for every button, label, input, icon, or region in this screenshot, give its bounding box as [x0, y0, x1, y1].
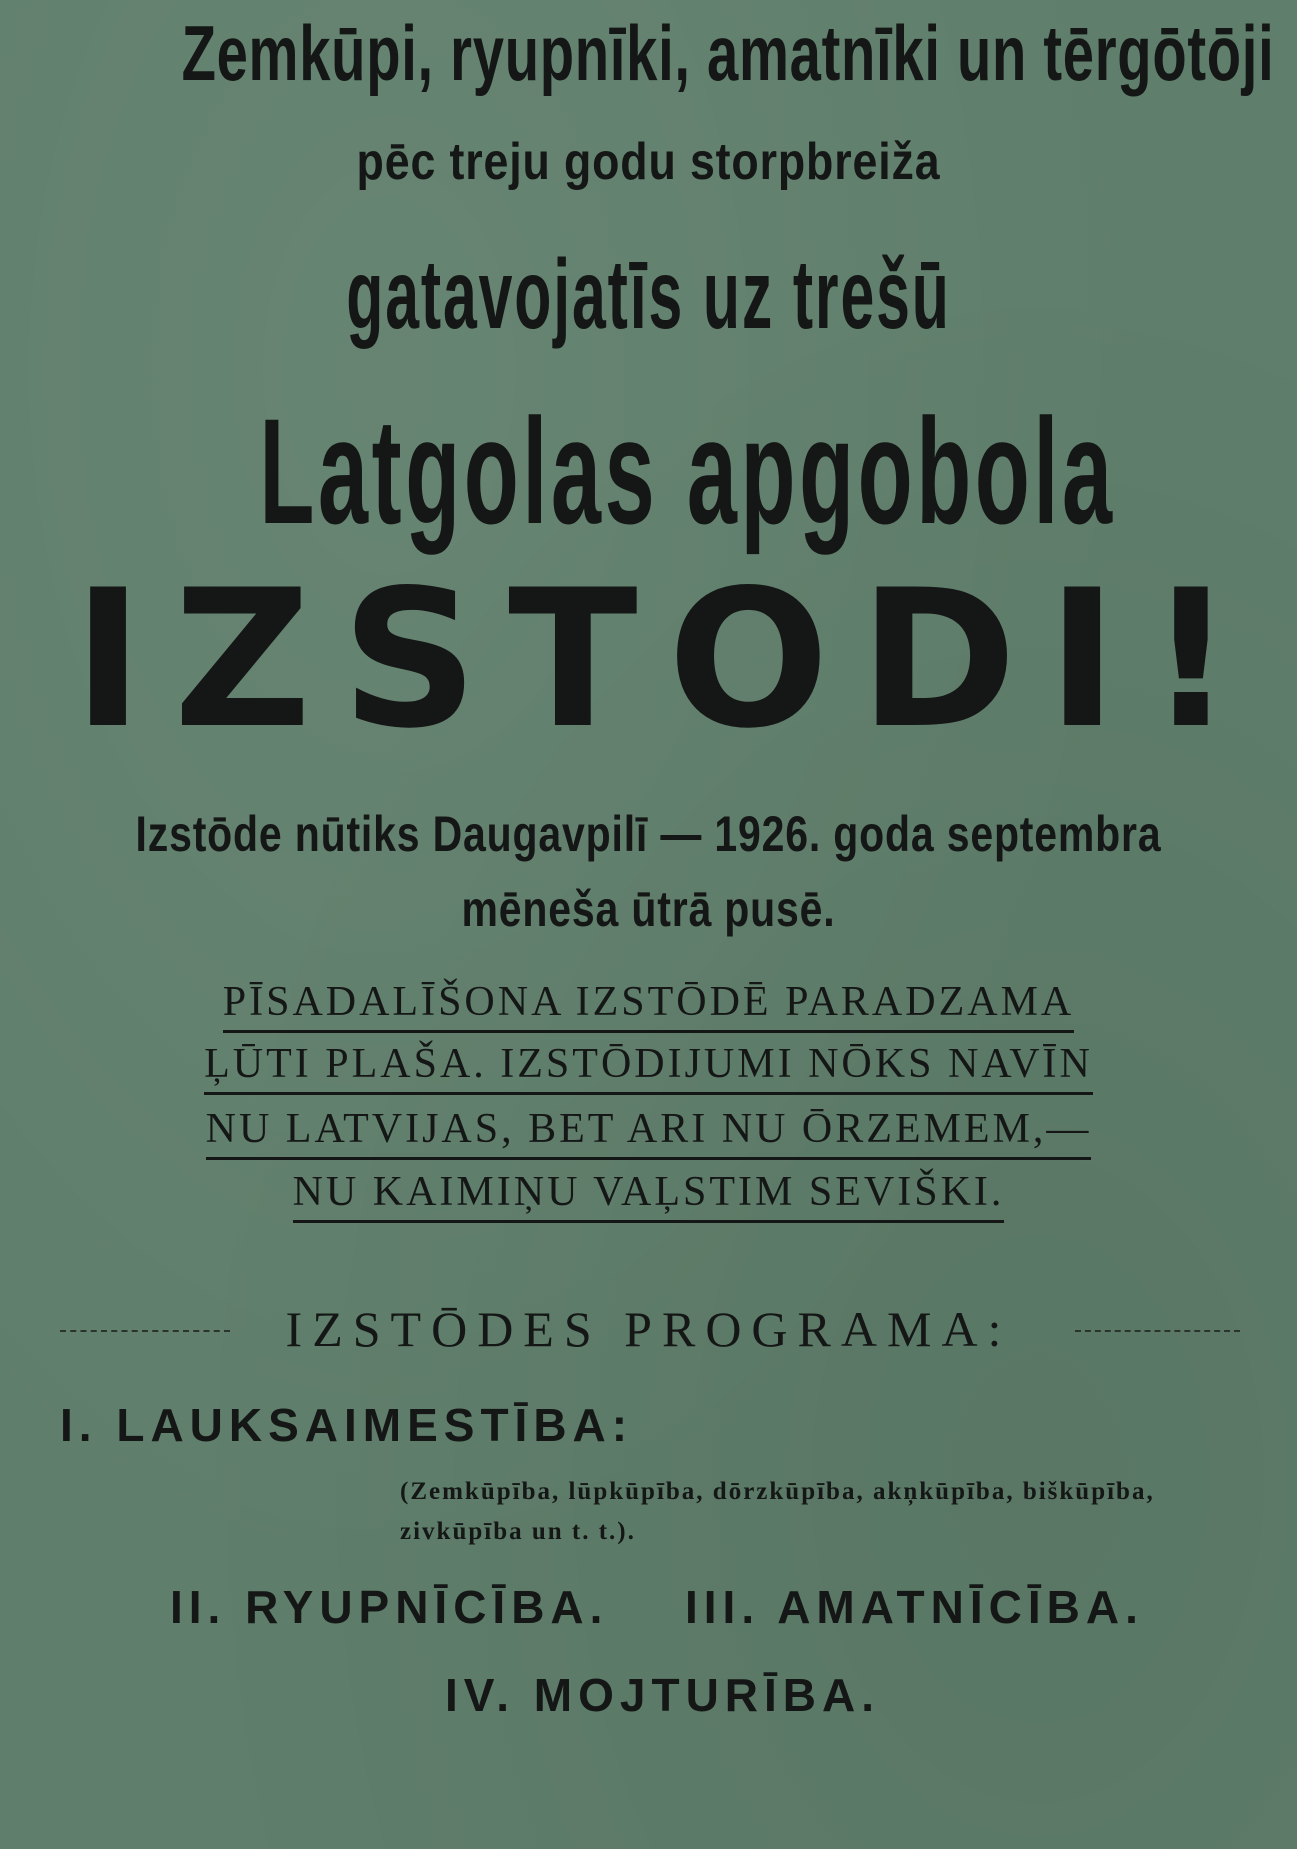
- date-line-2: mēneša ūtrā pusē.: [461, 881, 836, 937]
- headline-region: Latgolas apgobola: [259, 387, 1116, 555]
- program-item-industry: II. RYUPNĪCĪBA.: [170, 1581, 609, 1633]
- description-line-4: NU KAIMIŅU VAĻSTIM SEVIŠKI.: [293, 1168, 1005, 1223]
- program-title: IZSTŌDES PROGRAMA:: [285, 1301, 1012, 1357]
- divider-right: [1075, 1330, 1240, 1332]
- description-row-3: [0, 1105, 1297, 1160]
- headline-interval: pēc treju godu storpbreiža: [356, 133, 941, 191]
- program-item-agriculture-detail: (Zemkūpība, lūpkūpība, dōrzkūpība, akņkūpība, biškūpība, zivkūpība un t. t.).: [400, 1478, 1155, 1545]
- description-row-1: [0, 978, 1297, 1033]
- description-row-4: [0, 1168, 1297, 1223]
- description-row-2: [0, 1040, 1297, 1095]
- program-title-row: [0, 1300, 1297, 1360]
- headline-exhibition: IZSTODI!: [72, 549, 1265, 770]
- program-item-agriculture: I. LAUKSAIMESTĪBA:: [60, 1399, 634, 1451]
- description-line-1: PĪSADALĪŠONA IZSTŌDĒ PARADZAMA: [223, 978, 1075, 1033]
- description-line-2: ĻŪTI PLAŠA. IZSTŌDIJUMI NŌKS NAVĪN: [204, 1040, 1093, 1095]
- program-item-housekeeping: IV. MOJTURĪBA.: [445, 1669, 881, 1721]
- description-line-3: NU LATVIJAS, BET ARI NU ŌRZEMEM,—: [206, 1105, 1092, 1160]
- headline-audience: Zemkūpi, ryupnīki, amatnīki un tērgōtōji: [181, 9, 1275, 97]
- headline-preparing: gatavojatīs uz trešū: [346, 239, 951, 349]
- program-item-crafts: III. AMATNĪCĪBA.: [685, 1581, 1144, 1633]
- date-line-1: Izstōde nūtiks Daugavpilī — 1926. goda septembra: [135, 806, 1162, 862]
